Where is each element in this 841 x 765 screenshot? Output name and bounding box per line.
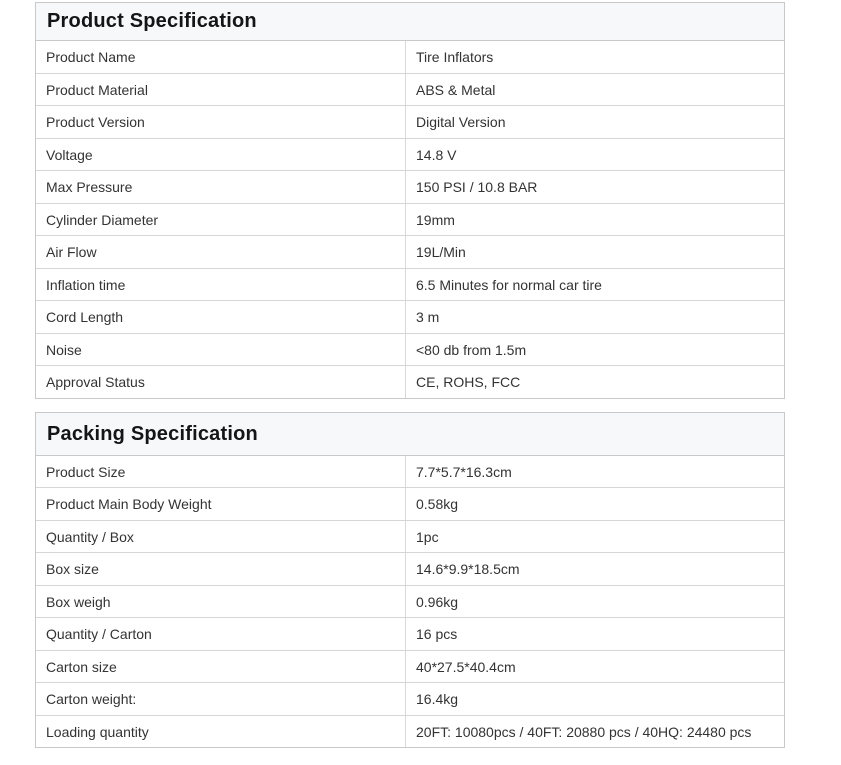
table-row	[36, 301, 784, 334]
table-row	[36, 488, 784, 521]
row-value: 16.4kg	[416, 691, 459, 707]
table-row	[36, 74, 784, 107]
row-value: 0.58kg	[416, 496, 459, 512]
row-label: Quantity / Box	[36, 521, 406, 553]
row-label: Carton size	[36, 651, 406, 683]
table-row	[36, 683, 784, 716]
row-value: 6.5 Minutes for normal car tire	[416, 276, 602, 293]
row-label: Product Material	[36, 74, 406, 106]
row-value: 19L/Min	[416, 244, 466, 260]
row-label: Cord Length	[36, 301, 406, 333]
table-row	[36, 521, 784, 554]
table-row	[36, 456, 784, 489]
row-value: 0.96kg	[416, 593, 459, 610]
table-row	[36, 618, 784, 651]
row-value: 40*27.5*40.4cm	[416, 658, 516, 675]
packing-specification-table	[35, 412, 785, 749]
row-label: Product Name	[36, 41, 406, 73]
packing-specification-title: Packing Specification	[36, 413, 784, 456]
row-value: Digital Version	[416, 114, 506, 130]
table-row	[36, 586, 784, 619]
row-value: 150 PSI / 10.8 BAR	[416, 179, 538, 195]
product-specification-title: Product Specification	[36, 3, 784, 41]
table-row	[36, 236, 784, 269]
row-label: Box size	[36, 553, 406, 585]
row-value: CE, ROHS, FCC	[416, 374, 521, 390]
row-label: Cylinder Diameter	[36, 204, 406, 236]
table-row	[36, 553, 784, 586]
row-label: Product Main Body Weight	[36, 488, 406, 520]
row-value: 1pc	[416, 528, 439, 545]
row-label: Carton weight:	[36, 683, 406, 715]
row-label: Inflation time	[36, 269, 406, 301]
table-row	[36, 269, 784, 302]
table-row	[36, 41, 784, 74]
row-label: Voltage	[36, 139, 406, 171]
product-specification-table	[35, 2, 785, 399]
row-label: Approval Status	[36, 366, 406, 398]
row-value: 20FT: 10080pcs / 40FT: 20880 pcs / 40HQ: 24480 pcs	[416, 723, 752, 740]
table-row	[36, 171, 784, 204]
table-row	[36, 716, 784, 748]
row-value: 16 pcs	[416, 626, 458, 642]
row-value: 14.8 V	[416, 146, 457, 163]
table-row	[36, 106, 784, 139]
row-label: Air Flow	[36, 236, 406, 268]
table-row	[36, 366, 784, 398]
table-row	[36, 334, 784, 367]
row-label: Product Version	[36, 106, 406, 138]
row-value: 7.7*5.7*16.3cm	[416, 463, 512, 480]
table-row	[36, 139, 784, 172]
row-label: Max Pressure	[36, 171, 406, 203]
table-row	[36, 204, 784, 237]
row-value: 14.6*9.9*18.5cm	[416, 561, 520, 577]
row-label: Loading quantity	[36, 716, 406, 748]
row-label: Product Size	[36, 456, 406, 488]
row-label: Quantity / Carton	[36, 618, 406, 650]
row-value: 3 m	[416, 309, 440, 325]
row-value: 19mm	[416, 211, 455, 228]
row-label: Box weigh	[36, 586, 406, 618]
row-value: ABS & Metal	[416, 81, 496, 98]
table-gap	[35, 399, 841, 412]
row-value: Tire Inflators	[416, 49, 494, 65]
table-row	[36, 651, 784, 684]
row-value: <80 db from 1.5m	[416, 341, 527, 358]
row-label: Noise	[36, 334, 406, 366]
